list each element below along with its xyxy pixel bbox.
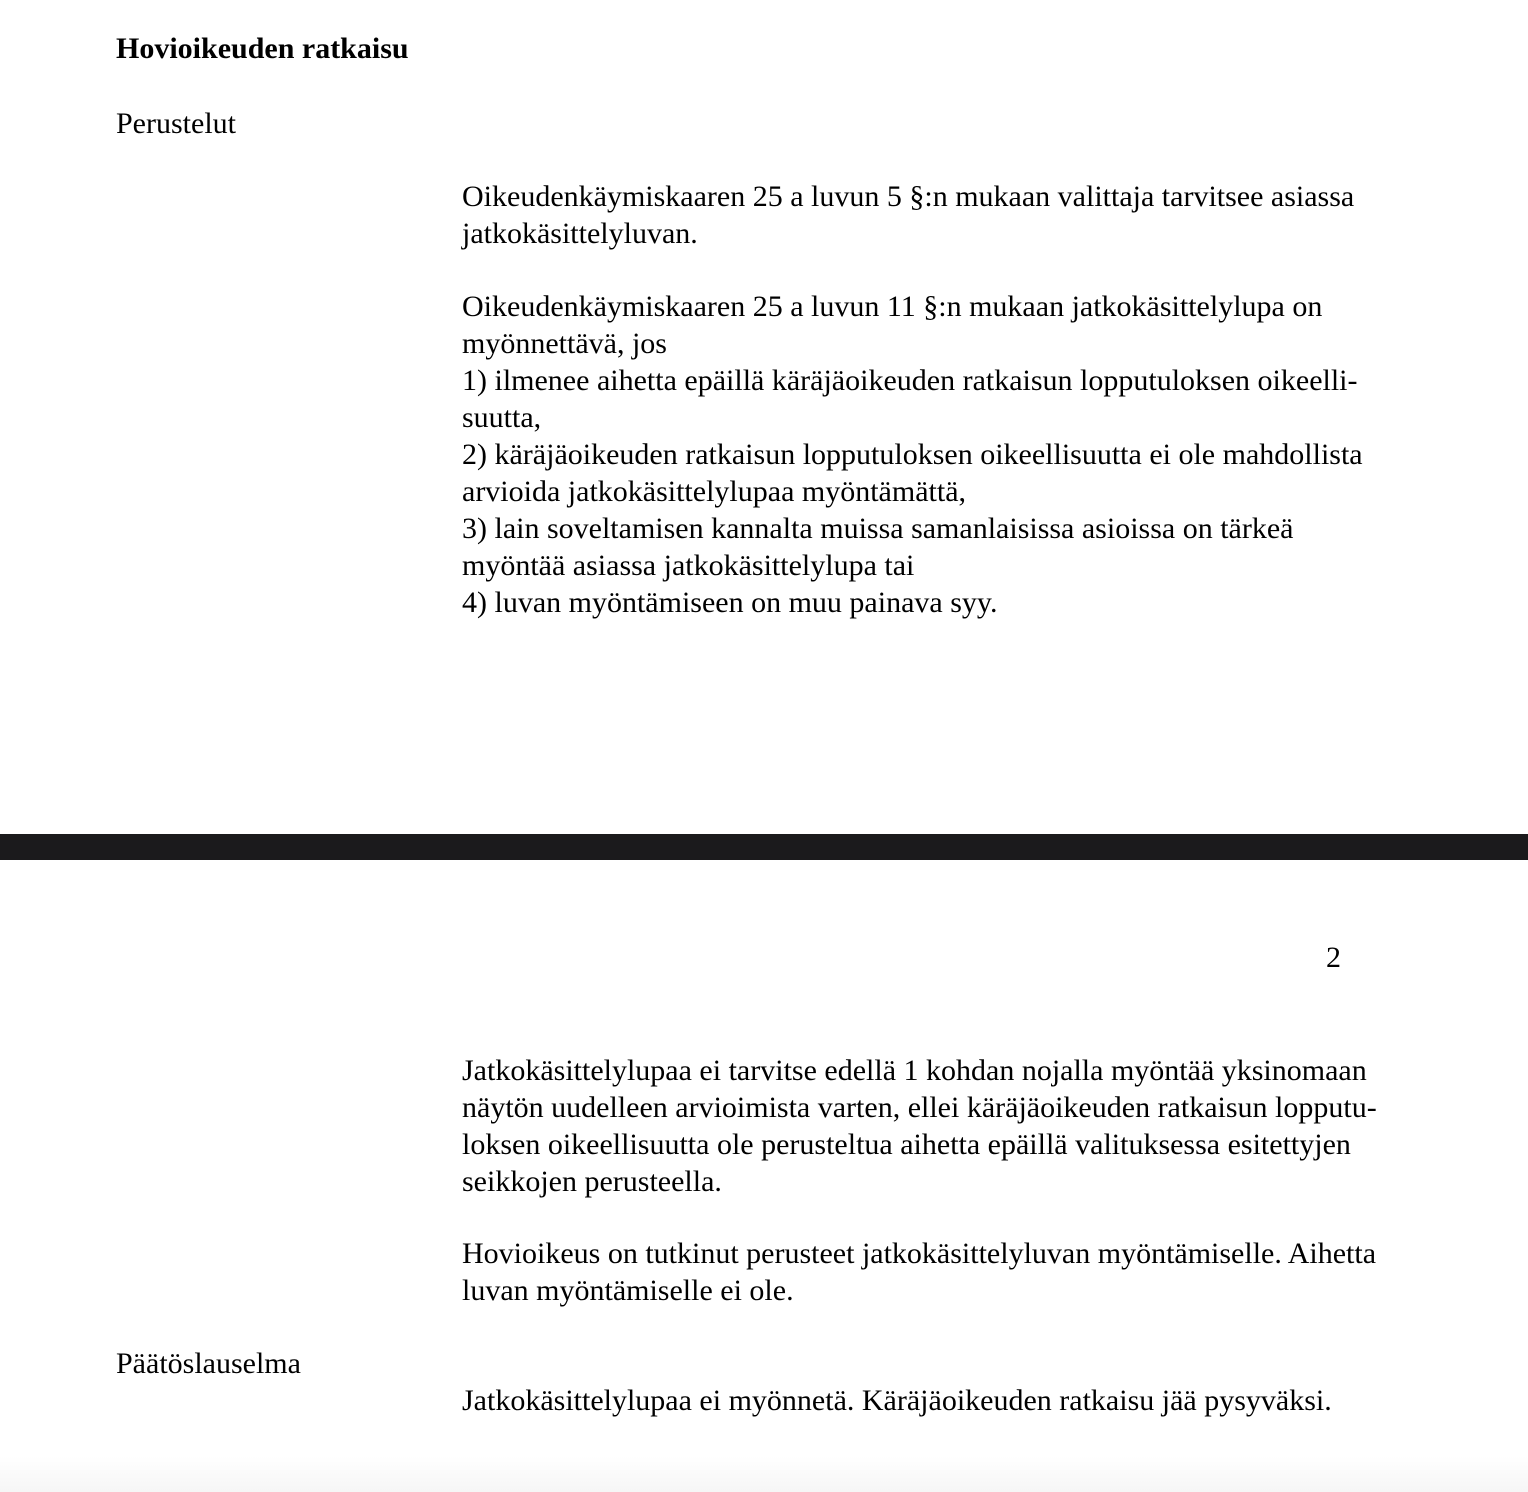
page-number: 2 <box>1326 941 1341 974</box>
section-label-perustelut: Perustelut <box>116 107 236 140</box>
section-title: Hovioikeuden ratkaisu <box>116 32 409 65</box>
text-line: seikkojen perusteella. <box>462 1165 722 1198</box>
text-line: Hovioikeus on tutkinut perusteet jatkokäsittelyluvan myöntämiselle. Aihetta <box>462 1237 1377 1270</box>
text-line: myöntää asiassa jatkokäsittelylupa tai <box>462 549 915 582</box>
text-line: 2) käräjäoikeuden ratkaisun lopputuloksen oikeellisuutta ei ole mahdollista <box>462 438 1363 471</box>
paragraph-grounds-list <box>462 288 1452 621</box>
text-line: Jatkokäsittelylupaa ei tarvitse edellä 1 kohdan nojalla myöntää yksinomaan <box>462 1054 1367 1087</box>
section-label-paatoslauselma: Päätöslauselma <box>116 1347 301 1380</box>
paragraph-decision <box>462 1382 1452 1419</box>
document-page-2 <box>0 860 1528 1492</box>
text-line: arvioida jatkokäsittelylupaa myöntämättä, <box>462 475 967 508</box>
text-line: loksen oikeellisuutta ole perusteltua aihetta epäillä valituksessa esitettyjen <box>462 1128 1351 1161</box>
text-line: 1) ilmenee aihetta epäillä käräjäoikeuden ratkaisun lopputuloksen oikeelli- <box>462 364 1358 397</box>
page-separator <box>0 834 1528 860</box>
paragraph-appeal-permission <box>462 178 1452 252</box>
text-line: Oikeudenkäymiskaaren 25 a luvun 5 §:n mukaan valittaja tarvitsee asiassa <box>462 180 1355 213</box>
text-line: myönnettävä, jos <box>462 327 667 360</box>
paragraph-court-assessment <box>462 1235 1452 1309</box>
text-line: Jatkokäsittelylupaa ei myönnetä. Käräjäoikeuden ratkaisu jää pysyväksi. <box>462 1384 1332 1417</box>
text-line: 4) luvan myöntämiseen on muu painava syy. <box>462 586 998 619</box>
text-line: suutta, <box>462 401 542 434</box>
text-line: Oikeudenkäymiskaaren 25 a luvun 11 §:n mukaan jatkokäsittelylupa on <box>462 290 1323 323</box>
paragraph-evidence-reassessment <box>462 1052 1452 1200</box>
text-line: jatkokäsittelyluvan. <box>462 217 698 250</box>
text-line: luvan myöntämiselle ei ole. <box>462 1274 794 1307</box>
text-line: 3) lain soveltamisen kannalta muissa samanlaisissa asioissa on tärkeä <box>462 512 1294 545</box>
text-line: näytön uudelleen arvioimista varten, ellei käräjäoikeuden ratkaisun lopputu- <box>462 1091 1377 1124</box>
